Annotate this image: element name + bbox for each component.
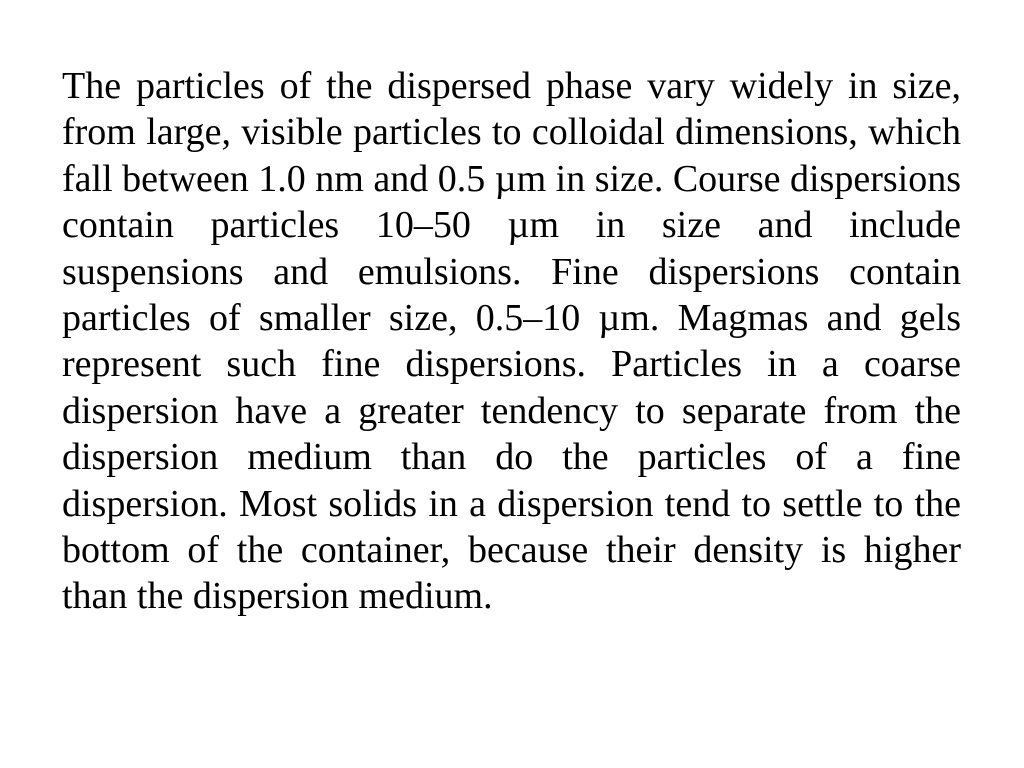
body-paragraph: The particles of the dispersed phase vary widely in size, from large, visible particles to colloidal dimensions, which fall between 1.0 nm and 0.5 µm in size. Course dispersions contain particles 10–50 µm in size and include suspensions and emulsions. Fine dispersions contain particles of smaller size, 0.5–10 µm. Magmas and gels represent such fine dispersions. Particles in a coarse dispersion have a greater tendency to separate from the dispersion medium than do the particles of a fine dispersion. Most solids in a dispersion tend to settle to the bottom of the container, because their density is higher than the dispersion medium. [62,65,961,618]
